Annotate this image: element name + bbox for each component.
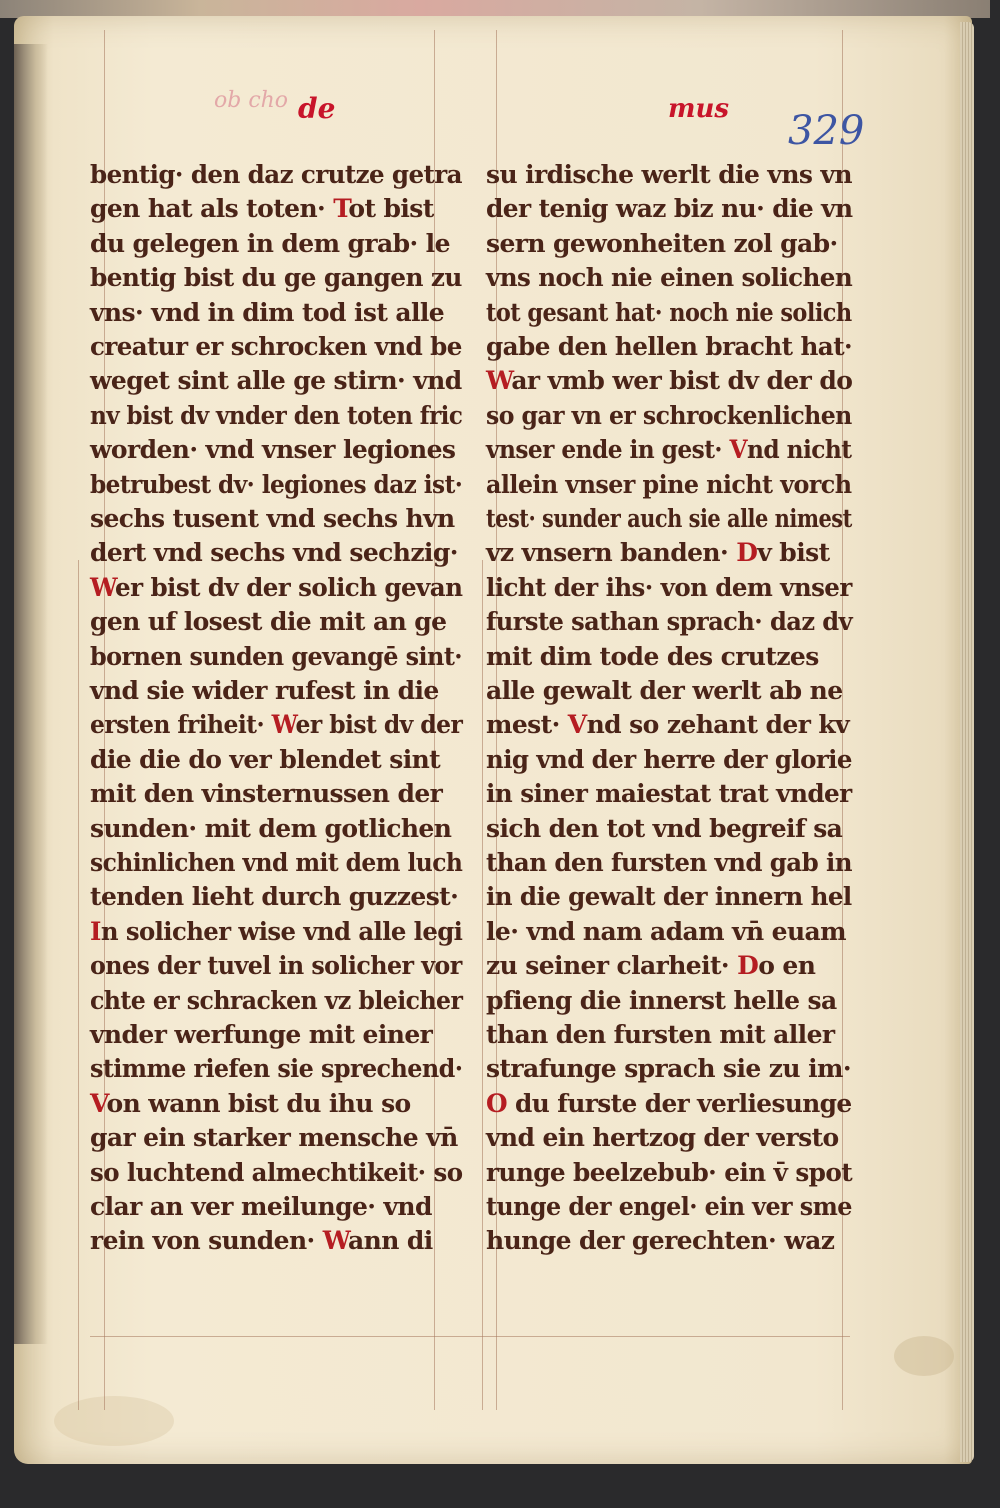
manuscript-line — [486, 194, 852, 223]
manuscript-line — [90, 779, 442, 808]
manuscript-line — [90, 160, 462, 189]
page-gutter — [14, 44, 48, 1344]
line-text: test· sunder auch sie alle nimest — [486, 504, 852, 533]
manuscript-line — [90, 538, 458, 567]
line-text: worden· vnd vnser legiones — [90, 435, 456, 465]
line-text: vnd sie wider rufest in die — [90, 676, 439, 705]
rubricated-initial: I — [90, 916, 101, 946]
manuscript-line — [90, 298, 444, 327]
manuscript-line — [90, 814, 451, 843]
manuscript-line — [90, 882, 458, 911]
manuscript-line — [486, 1123, 839, 1152]
manuscript-line — [90, 986, 462, 1015]
ruling-line-horizontal — [90, 1336, 850, 1337]
manuscript-line — [486, 917, 846, 946]
line-text: betrubest dv· legiones daz ist· — [90, 469, 463, 499]
folio-number: 329 — [788, 108, 865, 154]
rubricated-initial: T — [333, 194, 349, 224]
line-text: gen uf losest die mit an ge — [90, 607, 447, 637]
line-text: runge beelzebub· ein v̄ spot — [486, 1157, 853, 1187]
line-text-continued: ar vmb wer bist dv der do — [511, 366, 853, 396]
manuscript-line — [90, 504, 455, 533]
line-text-continued: du furste der verliesunge — [507, 1088, 852, 1118]
line-text: sunden· mit dem gotlichen — [90, 813, 452, 843]
running-header-ghost: ob cho — [214, 88, 289, 113]
line-text: tenden lieht durch guzzest· — [90, 882, 459, 912]
manuscript-line — [486, 366, 852, 395]
manuscript-line — [486, 986, 837, 1015]
manuscript-line — [486, 263, 852, 292]
line-text-continued: n solicher wise vnd alle legi — [100, 916, 463, 946]
line-text: dert vnd sechs vnd sechzig· — [90, 538, 458, 568]
parchment-stain — [894, 1336, 954, 1376]
line-text: alle gewalt der werlt ab ne — [486, 676, 843, 705]
manuscript-line — [90, 676, 439, 705]
manuscript-line — [90, 194, 434, 223]
line-text: hunge der gerechten· waz — [486, 1226, 835, 1256]
page-edge — [960, 22, 974, 1462]
manuscript-line — [486, 951, 815, 980]
running-header-right: mus — [668, 94, 730, 124]
manuscript-line — [486, 573, 852, 602]
line-text: in die gewalt der innern hel — [486, 882, 852, 912]
manuscript-line — [90, 1020, 432, 1049]
manuscript-line — [90, 263, 462, 292]
manuscript-line — [90, 1123, 458, 1152]
manuscript-line — [90, 470, 462, 499]
line-text: nig vnd der herre der glorie — [486, 744, 852, 774]
line-text: bornen sunden gevangē sint· — [90, 641, 463, 671]
manuscript-line — [486, 1089, 852, 1118]
manuscript-line — [486, 607, 852, 636]
manuscript-line — [486, 1020, 834, 1049]
line-text: zu seiner clarheit· — [486, 951, 738, 981]
line-text-continued: nd so zehant der kv — [586, 710, 850, 740]
line-text: der tenig waz biz nu· die vn — [486, 194, 853, 224]
line-text: bentig bist du ge gangen zu — [90, 263, 462, 293]
running-header-left: de — [298, 92, 336, 125]
line-text: licht der ihs· von dem vnser — [486, 572, 852, 602]
line-text: vz vnsern banden· — [486, 538, 737, 568]
manuscript-line — [486, 1226, 834, 1255]
line-text-continued: nd nicht — [747, 435, 852, 465]
rubricated-initial: D — [736, 538, 758, 568]
line-text: vns noch nie einen solichen — [486, 263, 853, 293]
rubricated-initial: V — [90, 1088, 107, 1118]
manuscript-line — [90, 710, 462, 739]
manuscript-line — [486, 1192, 852, 1221]
line-text: stimme riefen sie sprechend· — [90, 1054, 463, 1084]
line-text: clar an ver meilunge· vnd — [90, 1192, 432, 1221]
line-text: ersten friheit· — [90, 710, 272, 740]
manuscript-line — [486, 160, 852, 189]
line-text: nv bist dv vnder den toten fric — [90, 400, 463, 430]
line-text: so luchtend almechtikeit· so — [90, 1157, 463, 1187]
manuscript-line — [486, 504, 852, 533]
line-text: du gelegen in dem grab· le — [90, 228, 450, 258]
line-text: furste sathan sprach· daz dv — [486, 607, 853, 637]
manuscript-line — [90, 366, 462, 395]
manuscript-line — [486, 642, 819, 671]
manuscript-line — [90, 1192, 432, 1221]
line-text: ones der tuvel in solicher vor — [90, 951, 462, 981]
line-text: gar ein starker mensche vn̄ — [90, 1123, 458, 1153]
manuscript-line — [90, 332, 462, 361]
manuscript-line — [90, 401, 462, 430]
line-text: allein vnser pine nicht vorch — [486, 469, 852, 499]
manuscript-line — [486, 848, 852, 877]
parchment-stain — [54, 1396, 174, 1446]
manuscript-line — [486, 882, 852, 911]
rubricated-initial: D — [737, 951, 759, 981]
line-text: weget sint alle ge stirn· vnd — [90, 366, 462, 396]
ruling-line-vertical — [482, 560, 483, 1410]
manuscript-line — [90, 1226, 433, 1255]
line-text: in siner maiestat trat vnder — [486, 779, 852, 809]
manuscript-line — [90, 642, 462, 671]
line-text: gen hat als toten· — [90, 194, 334, 224]
line-text: schinlichen vnd mit dem luch — [90, 848, 463, 877]
line-text: le· vnd nam adam vn̄ euam — [486, 916, 847, 946]
line-text-continued: ot bist — [348, 194, 434, 224]
manuscript-line — [486, 298, 852, 327]
line-text: creatur er schrocken vnd be — [90, 332, 462, 361]
manuscript-line — [486, 470, 851, 499]
line-text-continued: o en — [758, 951, 816, 981]
line-text: die die do ver blendet sint — [90, 744, 441, 774]
rubricated-initial: V — [729, 435, 747, 465]
line-text: gabe den hellen bracht hat· — [486, 332, 853, 361]
manuscript-line — [486, 745, 852, 774]
line-text: sich den tot vnd begreif sa — [486, 813, 843, 843]
manuscript-line — [486, 1158, 852, 1187]
line-text-continued: ann di — [348, 1226, 433, 1256]
rubricated-initial: O — [486, 1088, 508, 1118]
rubricated-initial: W — [322, 1226, 349, 1256]
line-text: so gar vn er schrockenlichen — [486, 400, 852, 430]
line-text: chte er schracken vz bleicher — [90, 985, 463, 1015]
line-text-continued: on wann bist du ihu so — [106, 1088, 411, 1118]
line-text: mit den vinsternussen der — [90, 779, 443, 809]
line-text: vnder werfunge mit einer — [90, 1020, 433, 1049]
line-text: than den fursten vnd gab in — [486, 848, 852, 877]
manuscript-line — [486, 779, 852, 808]
manuscript-line — [90, 435, 455, 464]
manuscript-line — [90, 745, 440, 774]
manuscript-line — [486, 332, 852, 361]
line-text: bentig· den daz crutze getra — [90, 160, 462, 189]
line-text: rein von sunden· — [90, 1226, 323, 1256]
manuscript-line — [90, 1089, 411, 1118]
manuscript-line — [486, 229, 838, 258]
manuscript-line — [90, 607, 446, 636]
manuscript-line — [90, 917, 462, 946]
line-text: mest· — [486, 710, 568, 740]
line-text: vnser ende in gest· — [486, 435, 730, 465]
manuscript-line — [486, 401, 852, 430]
line-text: su irdische werlt die vns vn — [486, 160, 853, 189]
line-text: tunge der engel· ein ver sme — [486, 1192, 852, 1221]
line-text: tot gesant hat· noch nie solich — [486, 297, 852, 327]
line-text-continued: v bist — [757, 538, 830, 568]
rubricated-initial: W — [486, 366, 512, 396]
manuscript-line — [90, 573, 462, 602]
manuscript-line — [486, 435, 851, 464]
line-text: pfieng die innerst helle sa — [486, 985, 837, 1015]
line-text: strafunge sprach sie zu im· — [486, 1054, 851, 1084]
manuscript-line — [90, 229, 450, 258]
manuscript-line — [486, 676, 843, 705]
rubricated-initial: W — [90, 572, 116, 602]
manuscript-line — [90, 1054, 462, 1083]
rubricated-initial: W — [271, 710, 296, 740]
manuscript-line — [90, 951, 462, 980]
manuscript-line — [486, 1054, 851, 1083]
line-text: vns· vnd in dim tod ist alle — [90, 297, 445, 327]
line-text-continued: er bist dv der solich gevan — [115, 572, 463, 602]
line-text: sechs tusent vnd sechs hvn — [90, 504, 455, 533]
manuscript-line — [486, 710, 849, 739]
rubricated-initial: V — [567, 710, 587, 740]
manuscript-line — [90, 848, 462, 877]
line-text: than den fursten mit aller — [486, 1020, 835, 1049]
manuscript-line — [486, 814, 842, 843]
ruling-line-vertical — [78, 560, 79, 1410]
manuscript-line — [486, 538, 830, 567]
line-text: sern gewonheiten zol gab· — [486, 228, 838, 258]
line-text: vnd ein hertzog der versto — [486, 1123, 839, 1153]
line-text-continued: er bist dv der — [295, 710, 463, 740]
manuscript-line — [90, 1158, 462, 1187]
line-text: mit dim tode des crutzes — [486, 641, 819, 671]
